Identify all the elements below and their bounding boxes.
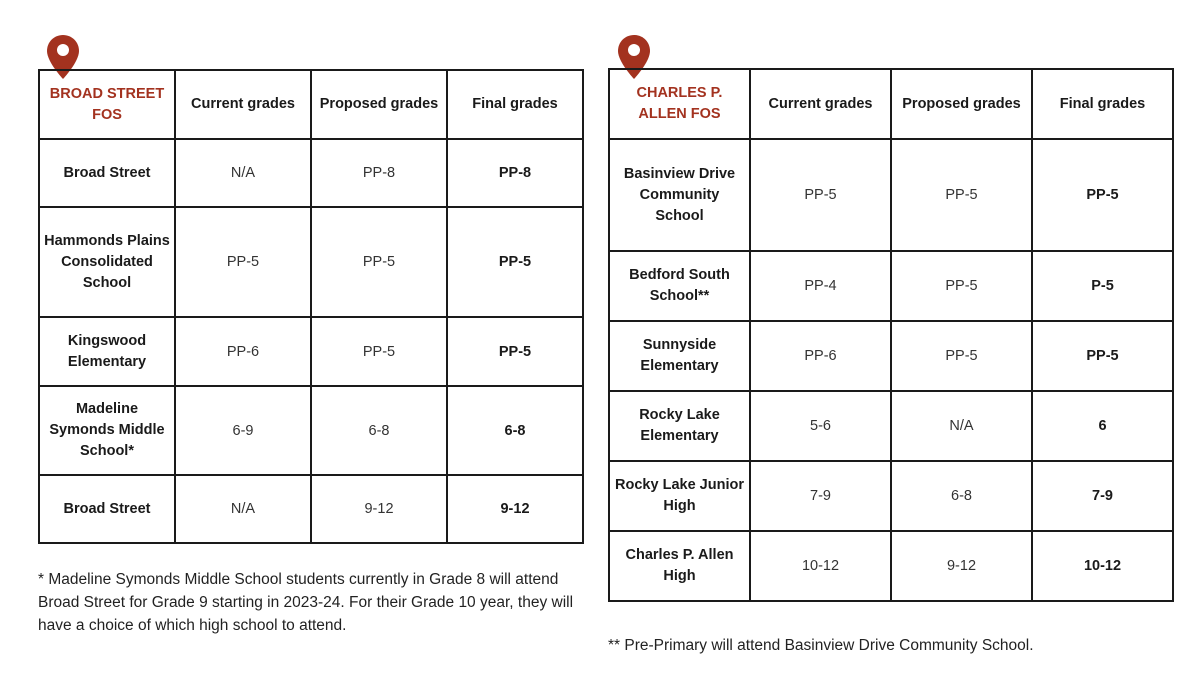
proposed-grades-header: Proposed grades: [311, 70, 447, 139]
table-row: [39, 317, 583, 386]
table-row: [609, 321, 1173, 391]
proposed-grades: 6-8: [891, 461, 1032, 531]
table-row: [609, 391, 1173, 461]
proposed-grades: PP-5: [891, 139, 1032, 251]
current-grades-header: Current grades: [175, 70, 311, 139]
final-grades: P-5: [1032, 251, 1173, 321]
final-grades: PP-5: [1032, 321, 1173, 391]
proposed-grades-header: Proposed grades: [891, 69, 1032, 139]
school-name: Rocky Lake Elementary: [609, 391, 750, 461]
current-grades: 10-12: [750, 531, 891, 601]
table-row: [609, 139, 1173, 251]
proposed-grades: 6-8: [311, 386, 447, 475]
fos-header: CHARLES P. ALLEN FOS: [609, 69, 750, 139]
school-name: Charles P. Allen High: [609, 531, 750, 601]
current-grades-header: Current grades: [750, 69, 891, 139]
school-name: Rocky Lake Junior High: [609, 461, 750, 531]
school-name: Kingswood Elementary: [39, 317, 175, 386]
proposed-grades: PP-5: [311, 317, 447, 386]
charles-p-allen-fos-table: [608, 68, 1174, 602]
table-row: [609, 461, 1173, 531]
school-name: Broad Street: [39, 139, 175, 207]
current-grades: 6-9: [175, 386, 311, 475]
table-row: [39, 207, 583, 317]
proposed-grades: PP-8: [311, 139, 447, 207]
proposed-grades: 9-12: [311, 475, 447, 543]
left-footnote: * Madeline Symonds Middle School students currently in Grade 8 will attend Broad Street for Grade 9 starting in 2023-24. For their Grade 10 year, they will have a choice of which high school to attend.: [38, 571, 574, 634]
final-grades-header: Final grades: [447, 70, 583, 139]
final-grades: PP-5: [447, 207, 583, 317]
proposed-grades: N/A: [891, 391, 1032, 461]
school-name: Basinview Drive Community School: [609, 139, 750, 251]
current-grades: PP-6: [175, 317, 311, 386]
final-grades: 7-9: [1032, 461, 1173, 531]
current-grades: PP-6: [750, 321, 891, 391]
current-grades: 5-6: [750, 391, 891, 461]
school-name: Sunnyside Elementary: [609, 321, 750, 391]
final-grades: PP-8: [447, 139, 583, 207]
proposed-grades: PP-5: [311, 207, 447, 317]
table-row: [609, 531, 1173, 601]
final-grades: 6: [1032, 391, 1173, 461]
fos-header: BROAD STREET FOS: [39, 70, 175, 139]
table-row: [609, 251, 1173, 321]
proposed-grades: 9-12: [891, 531, 1032, 601]
current-grades: N/A: [175, 475, 311, 543]
table-row: [39, 139, 583, 207]
current-grades: PP-5: [175, 207, 311, 317]
school-name: Hammonds Plains Consolidated School: [39, 207, 175, 317]
final-grades: PP-5: [447, 317, 583, 386]
final-grades: PP-5: [1032, 139, 1173, 251]
broad-street-fos-table: [38, 69, 584, 544]
school-name: Broad Street: [39, 475, 175, 543]
school-name: Bedford South School**: [609, 251, 750, 321]
right-footnote: ** Pre-Primary will attend Basinview Drive Community School.: [608, 637, 1034, 654]
final-grades: 6-8: [447, 386, 583, 475]
final-grades: 10-12: [1032, 531, 1173, 601]
final-grades-header: Final grades: [1032, 69, 1173, 139]
proposed-grades: PP-5: [891, 251, 1032, 321]
current-grades: 7-9: [750, 461, 891, 531]
current-grades: PP-4: [750, 251, 891, 321]
current-grades: N/A: [175, 139, 311, 207]
current-grades: PP-5: [750, 139, 891, 251]
school-name: Madeline Symonds Middle School*: [39, 386, 175, 475]
final-grades: 9-12: [447, 475, 583, 543]
table-row: [39, 475, 583, 543]
proposed-grades: PP-5: [891, 321, 1032, 391]
table-row: [39, 386, 583, 475]
